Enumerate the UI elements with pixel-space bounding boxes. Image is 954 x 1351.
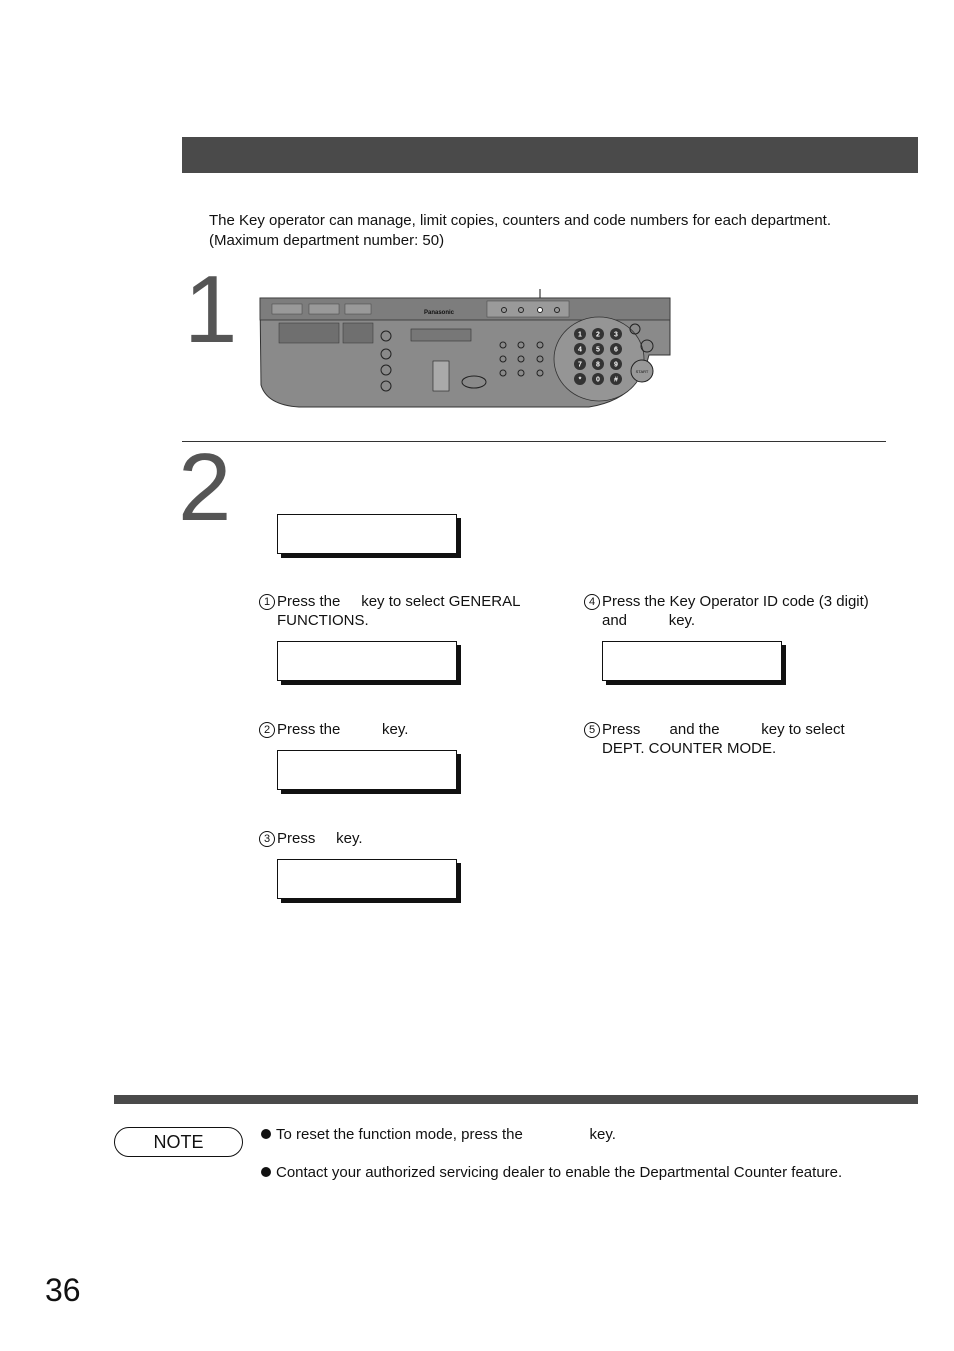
keypad-8: 8: [596, 361, 600, 369]
intro-line-2: (Maximum department number: 50): [209, 232, 445, 249]
section-header-bar: [182, 137, 918, 173]
instruction-5-number: 5: [584, 722, 600, 738]
keypad-hash: #: [614, 376, 618, 384]
keypad-0: 0: [596, 376, 600, 384]
step-2-number: 2: [178, 434, 232, 541]
instruction-2-number: 2: [259, 722, 275, 738]
instruction-4-line1: Press the Key Operator ID code (3 digit): [602, 593, 869, 610]
instruction-2: [259, 720, 559, 739]
note-item-1: [261, 1125, 911, 1144]
intro-line-1: The Key operator can manage, limit copies, counters and code numbers for each department.: [209, 212, 832, 229]
keypad-1: 1: [578, 331, 582, 339]
panel-brand: Panasonic: [424, 310, 455, 316]
instruction-3-line1: Press key.: [277, 830, 363, 847]
keypad-6: 6: [614, 346, 618, 354]
note-item-1-text: To reset the function mode, press the key.: [276, 1126, 616, 1143]
note-divider-bar: [114, 1095, 918, 1104]
instruction-2-line1: Press the key.: [277, 721, 409, 738]
instruction-4-line2: and key.: [602, 612, 696, 629]
instruction-5: [584, 720, 904, 758]
keypad-2: 2: [596, 331, 600, 339]
page-number: 36: [45, 1272, 81, 1308]
instruction-3-number: 3: [259, 831, 275, 847]
lcd-display-1: [277, 641, 457, 681]
instruction-1-line1: Press the key to select GENERAL: [277, 593, 521, 610]
bullet-icon: [261, 1167, 271, 1177]
instruction-1: [259, 592, 559, 630]
instruction-4: [584, 592, 904, 630]
instruction-5-line2: DEPT. COUNTER MODE.: [602, 740, 777, 757]
control-panel-svg: [259, 289, 671, 411]
instruction-4-number: 4: [584, 594, 600, 610]
instruction-5-line1: Press and the key to select: [602, 721, 845, 738]
keypad-3: 3: [614, 331, 618, 339]
note-item-2-text: Contact your authorized servicing dealer to enable the Departmental Counter feature.: [276, 1164, 843, 1181]
lcd-display-initial: [277, 514, 457, 554]
start-key-label: START: [635, 369, 649, 374]
keypad-9: 9: [614, 361, 618, 369]
instruction-1-number: 1: [259, 594, 275, 610]
keypad-4: 4: [578, 346, 582, 354]
intro-text: [209, 211, 909, 251]
bullet-icon: [261, 1129, 271, 1139]
keypad-star: *: [578, 376, 582, 384]
step-1-number: 1: [184, 256, 238, 363]
lcd-display-2: [277, 750, 457, 790]
keypad-7: 7: [578, 361, 582, 369]
instruction-1-line2: FUNCTIONS.: [277, 612, 369, 629]
instruction-3: [259, 829, 559, 848]
lcd-display-4: [602, 641, 782, 681]
note-item-2: [261, 1163, 911, 1182]
lcd-display-3: [277, 859, 457, 899]
note-label: NOTE: [114, 1127, 243, 1157]
control-panel-illustration: [259, 289, 671, 411]
keypad-5: 5: [596, 346, 600, 354]
step-divider: [182, 441, 886, 442]
